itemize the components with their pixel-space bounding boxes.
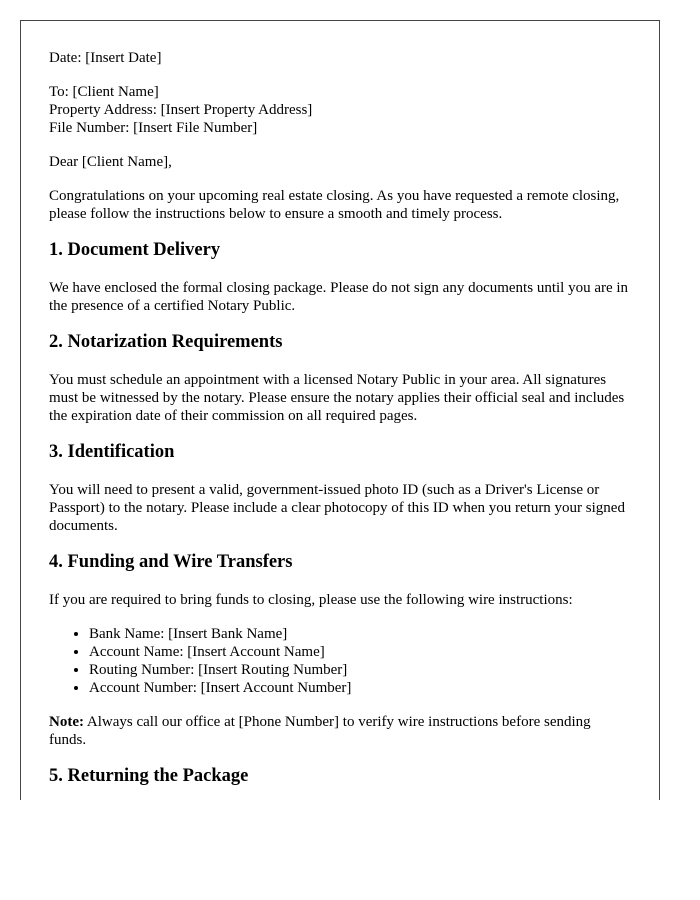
recipient-name: To: [Client Name]: [49, 84, 159, 100]
list-item-routing-number: • Routing Number: [Insert Routing Number]: [89, 661, 631, 679]
section-body-document-delivery: We have enclosed the formal closing package. Please do not sign any documents until you are in the presence of a certified Notary Public.: [49, 280, 629, 314]
letter-page: [20, 20, 660, 800]
section-heading-document-delivery: 1. Document Delivery: [49, 240, 221, 260]
section-heading-identification: 3. Identification: [49, 442, 175, 462]
letter-content: [21, 21, 659, 787]
section-body-notarization: You must schedule an appointment with a licensed Notary Public in your area. All signatures must be witnessed by the notary. Please ensure the notary applies their official seal and includes the expiration date of their commission on all required pages.: [49, 372, 625, 424]
section-heading-notarization: 2. Notarization Requirements: [49, 332, 283, 352]
section-body-identification: You will need to present a valid, government-issued photo ID (such as a Driver's License or Passport) to the notary. Please include a clear photocopy of this ID when you return your signed documents.: [49, 482, 625, 534]
note-label: Note:: [49, 714, 84, 730]
section-heading-funding: 4. Funding and Wire Transfers: [49, 552, 293, 572]
file-number: File Number: [Insert File Number]: [49, 120, 258, 136]
section-body-funding: If you are required to bring funds to closing, please use the following wire instructions:: [49, 592, 573, 608]
section-heading-returning-package: 5. Returning the Package: [49, 766, 249, 786]
list-item-account-name: • Account Name: [Insert Account Name]: [89, 643, 631, 661]
recipient-block: [49, 83, 631, 137]
wire-note: [49, 713, 631, 749]
list-item-bank-name: • Bank Name: [Insert Bank Name]: [89, 625, 631, 643]
intro-paragraph: Congratulations on your upcoming real estate closing. As you have requested a remote closing, please follow the instructions below to ensure a smooth and timely process.: [49, 188, 620, 222]
salutation: Dear [Client Name],: [49, 154, 172, 170]
wire-instructions-list: [49, 625, 631, 697]
property-address: Property Address: [Insert Property Address]: [49, 102, 313, 118]
note-text: Always call our office at [Phone Number] to verify wire instructions before sending funds.: [49, 714, 591, 748]
date-line: Date: [Insert Date]: [49, 50, 162, 66]
list-item-account-number: • Account Number: [Insert Account Number]: [89, 679, 631, 697]
